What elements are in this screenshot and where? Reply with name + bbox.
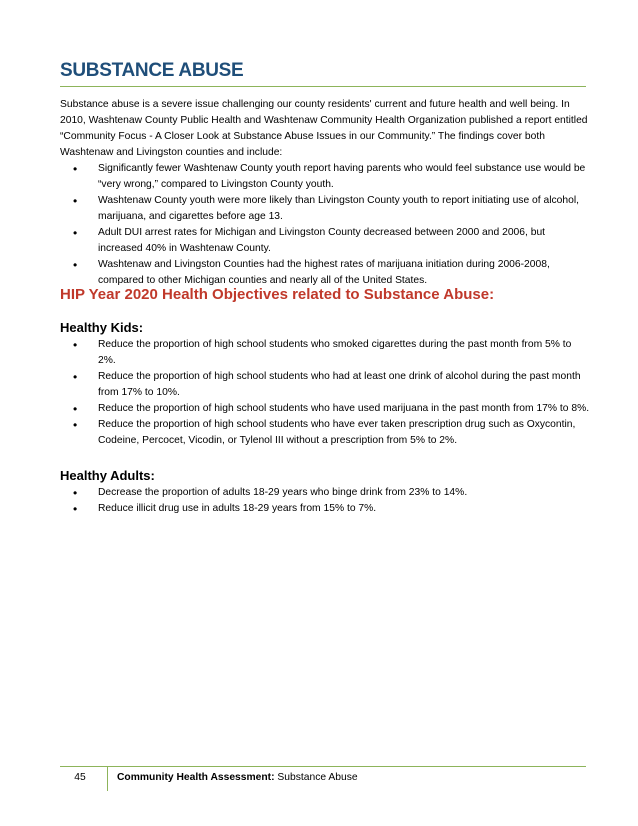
findings-list bbox=[60, 161, 590, 289]
intro-section bbox=[60, 97, 590, 289]
objectives-heading: HIP Year 2020 Health Objectives related to Substance Abuse: bbox=[60, 286, 495, 303]
healthy-kids-list bbox=[60, 337, 590, 449]
list-item: • Reduce the proportion of high school students who smoked cigarettes during the past month from 5% to 2%. bbox=[60, 337, 590, 369]
healthy-kids-heading: Healthy Kids: bbox=[60, 320, 144, 335]
list-item: • Significantly fewer Washtenaw County youth report having parents who would feel substance use would be “very wrong,” compared to Livingston County youth. bbox=[60, 161, 590, 193]
healthy-adults-list bbox=[60, 485, 590, 517]
list-item: • Decrease the proportion of adults 18-29 years who binge drink from 23% to 14%. bbox=[60, 485, 590, 501]
footer-doc-label: Community Health Assessment: bbox=[117, 772, 275, 783]
list-item: • Adult DUI arrest rates for Michigan and Livingston County decreased between 2000 and 2006, but increased 40% in Washtenaw County. bbox=[60, 225, 590, 257]
intro-paragraph: Substance abuse is a severe issue challenging our county residents' current and future health and well being. In 2010, Washtenaw County Public Health and Washtenaw Community Health Organization published a report entitled “Community Focus - A Closer Look at Substance Abuse Issues in our Community.” The findings cover both Washtenaw and Livingston counties and include: bbox=[60, 99, 588, 158]
page-title: SUBSTANCE ABUSE bbox=[60, 60, 244, 81]
list-item: • Reduce illicit drug use in adults 18-29 years from 15% to 7%. bbox=[60, 501, 590, 517]
list-item: • Reduce the proportion of high school students who had at least one drink of alcohol during the past month from 17% to 10%. bbox=[60, 369, 590, 401]
healthy-adults-section bbox=[60, 485, 590, 517]
list-item: • Washtenaw County youth were more likely than Livingston County youth to report initiating use of alcohol, marijuana, and cigarettes before age 13. bbox=[60, 193, 590, 225]
healthy-kids-section bbox=[60, 337, 590, 449]
page-number: 45 bbox=[74, 772, 86, 783]
list-item: • Washtenaw and Livingston Counties had the highest rates of marijuana initiation during 2006-2008, compared to other Michigan counties and nearly all of the United States. bbox=[60, 257, 590, 289]
footer-label bbox=[117, 772, 358, 783]
list-item: • Reduce the proportion of high school students who have used marijuana in the past month from 17% to 8%. bbox=[60, 401, 590, 417]
footer-rule bbox=[60, 766, 586, 767]
healthy-adults-heading: Healthy Adults: bbox=[60, 468, 155, 483]
list-item: • Reduce the proportion of high school students who have ever taken prescription drug such as Oxycontin, Codeine, Percocet, Vicodin, or Tylenol III without a prescription from 5% to 2%. bbox=[60, 417, 590, 449]
footer-divider bbox=[107, 767, 108, 791]
footer-section: Substance Abuse bbox=[277, 772, 358, 783]
title-underline bbox=[60, 86, 586, 87]
